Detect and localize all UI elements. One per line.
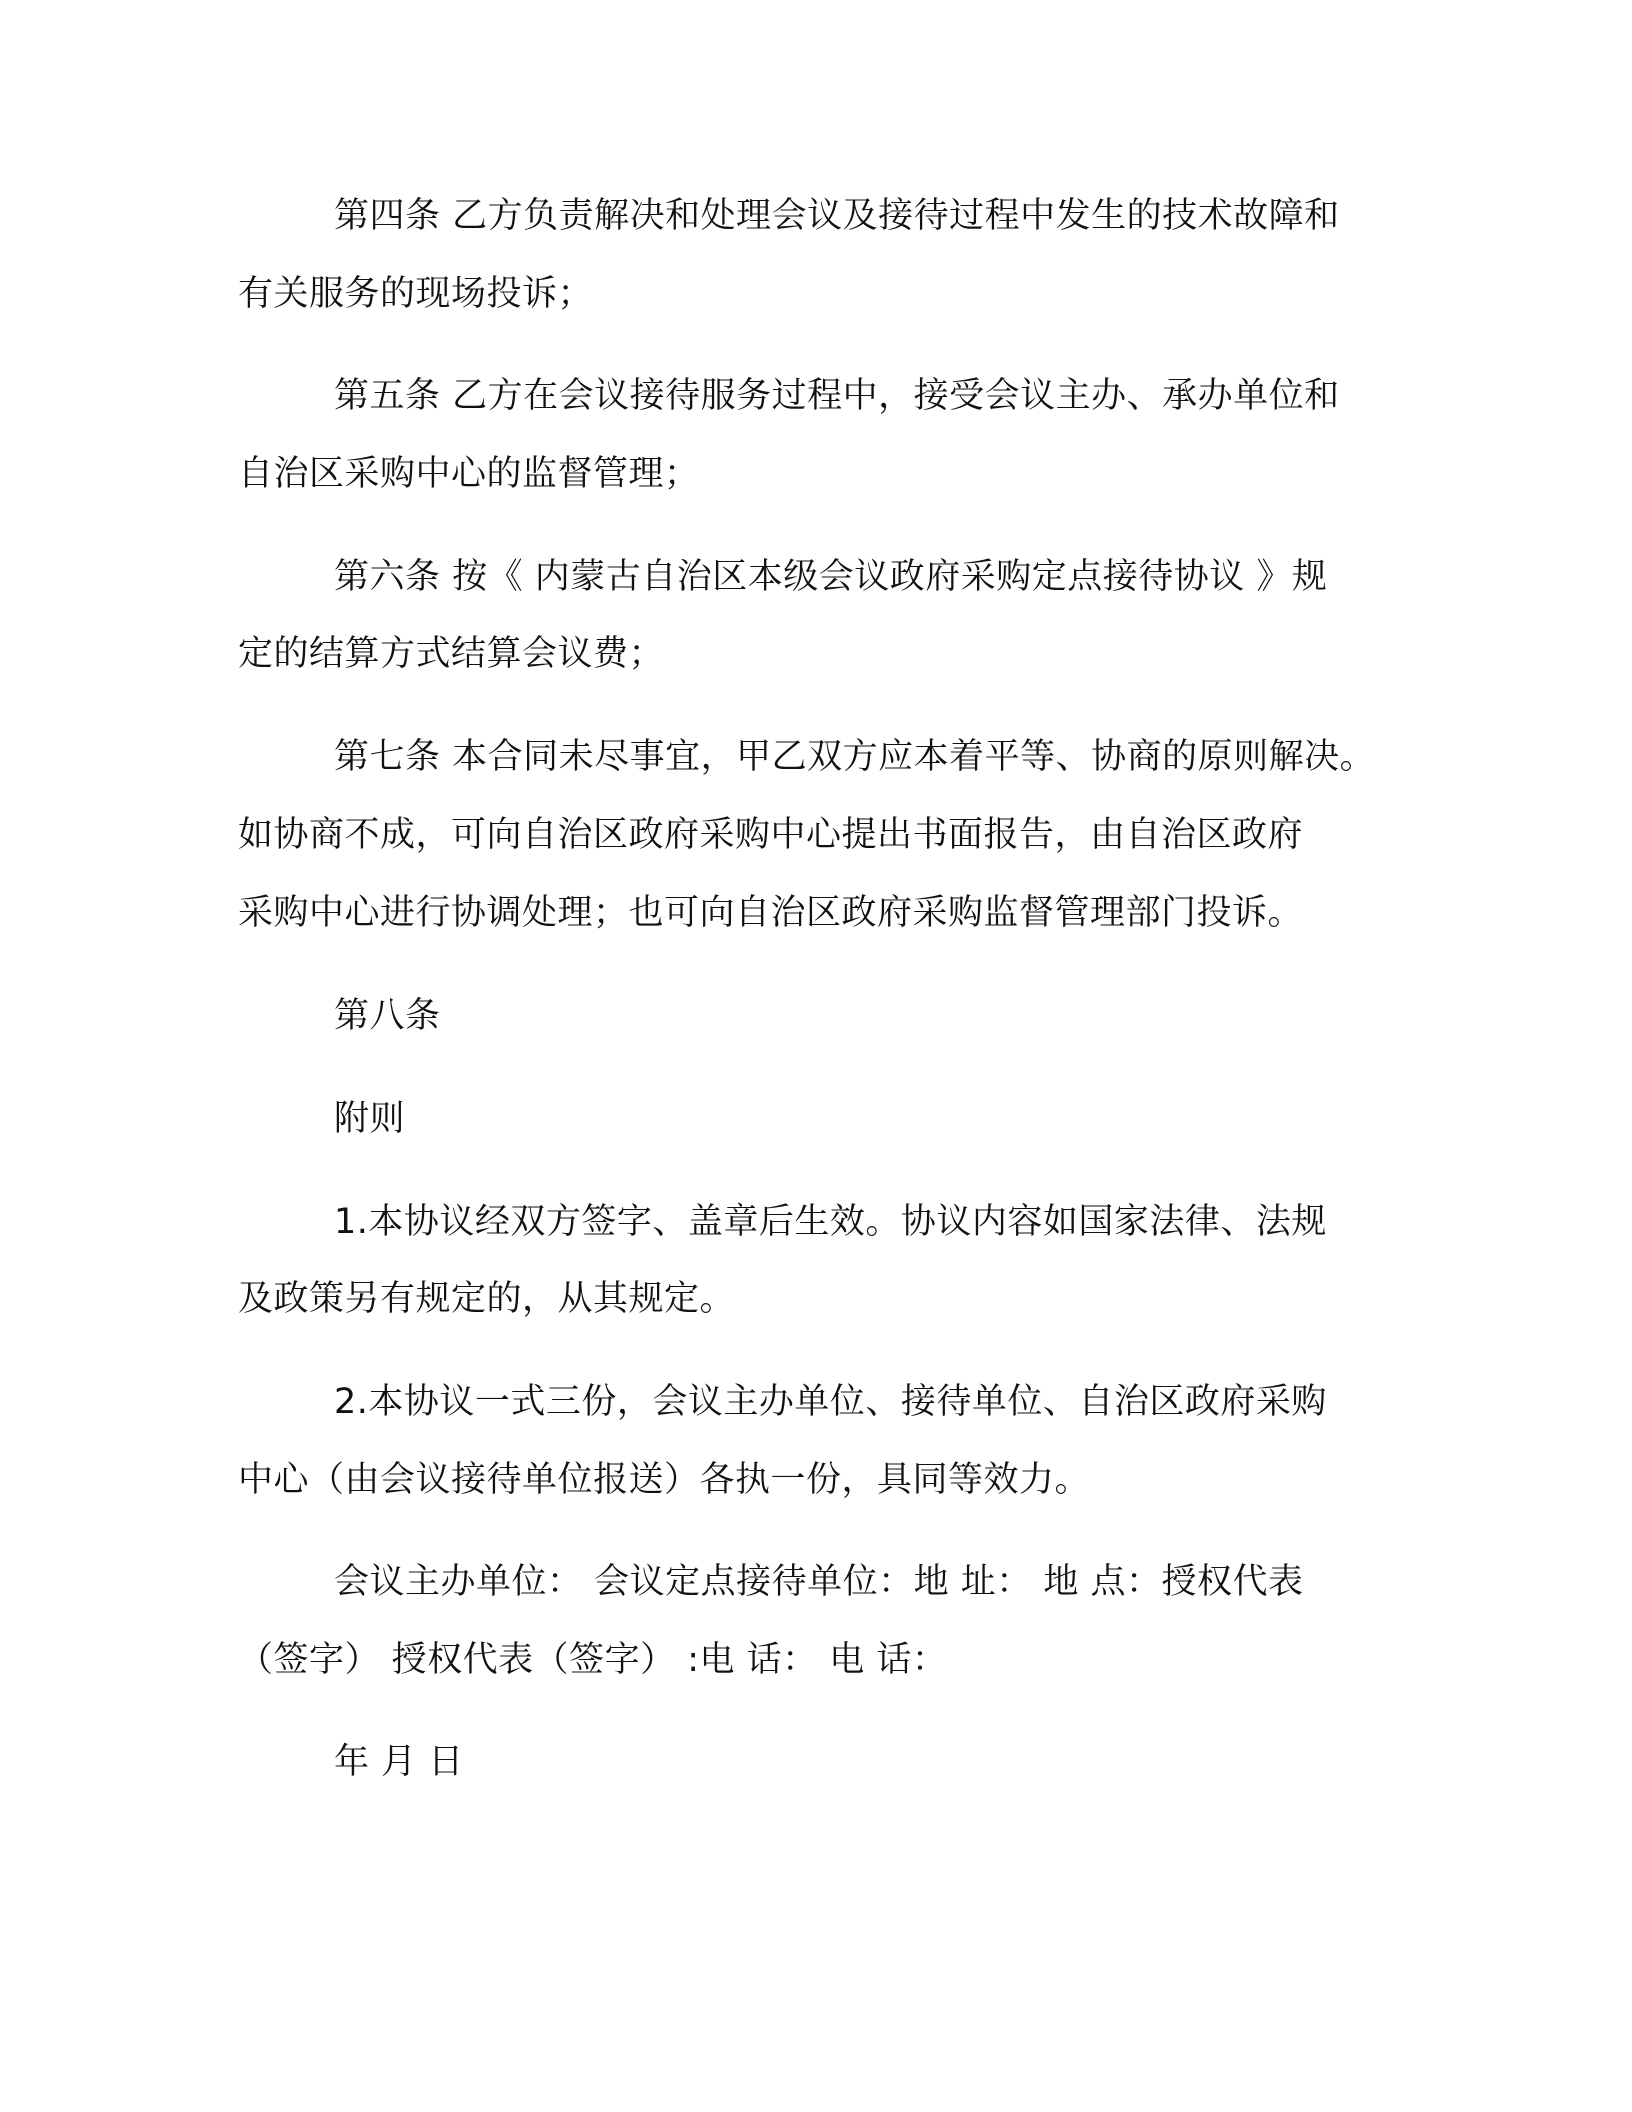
signature-block-line-2: （签字） 授权代表（签字） :电 话： 电 话：: [238, 1640, 948, 1680]
clause-1-line-2: 及政策另有规定的，从其规定。: [238, 1279, 736, 1319]
clause-2-line-1: 2.本协议一式三份，会议主办单位、接待单位、自治区政府采购: [334, 1382, 1327, 1422]
article-8-heading: 第八条: [334, 996, 441, 1036]
article-6-line-2: 定的结算方式结算会议费；: [238, 634, 665, 674]
date-line: 年 月 日: [334, 1742, 464, 1782]
article-5-line-2: 自治区采购中心的监督管理；: [238, 454, 700, 494]
article-4-line-2: 有关服务的现场投诉；: [238, 274, 594, 314]
clause-2-line-2: 中心（由会议接待单位报送）各执一份，具同等效力。: [238, 1460, 1091, 1500]
supplementary-heading: 附则: [334, 1099, 406, 1139]
article-5-line-1: 第五条 乙方在会议接待服务过程中，接受会议主办、承办单位和: [334, 376, 1340, 416]
article-6-line-1: 第六条 按《 内蒙古自治区本级会议政府采购定点接待协议 》规: [334, 557, 1328, 597]
clause-1-line-1: 1.本协议经双方签字、盖章后生效。协议内容如国家法律、法规: [334, 1202, 1327, 1242]
signature-block-line-1: 会议主办单位： 会议定点接待单位：地 址： 地 点：授权代表: [334, 1562, 1304, 1602]
article-4-line-1: 第四条 乙方负责解决和处理会议及接待过程中发生的技术故障和: [334, 196, 1340, 236]
article-7-line-2: 如协商不成，可向自治区政府采购中心提出书面报告，由自治区政府: [238, 815, 1304, 855]
article-7-line-1: 第七条 本合同未尽事宜，甲乙双方应本着平等、协商的原则解决。: [334, 737, 1376, 777]
article-7-line-3: 采购中心进行协调处理；也可向自治区政府采购监督管理部门投诉。: [238, 893, 1304, 933]
